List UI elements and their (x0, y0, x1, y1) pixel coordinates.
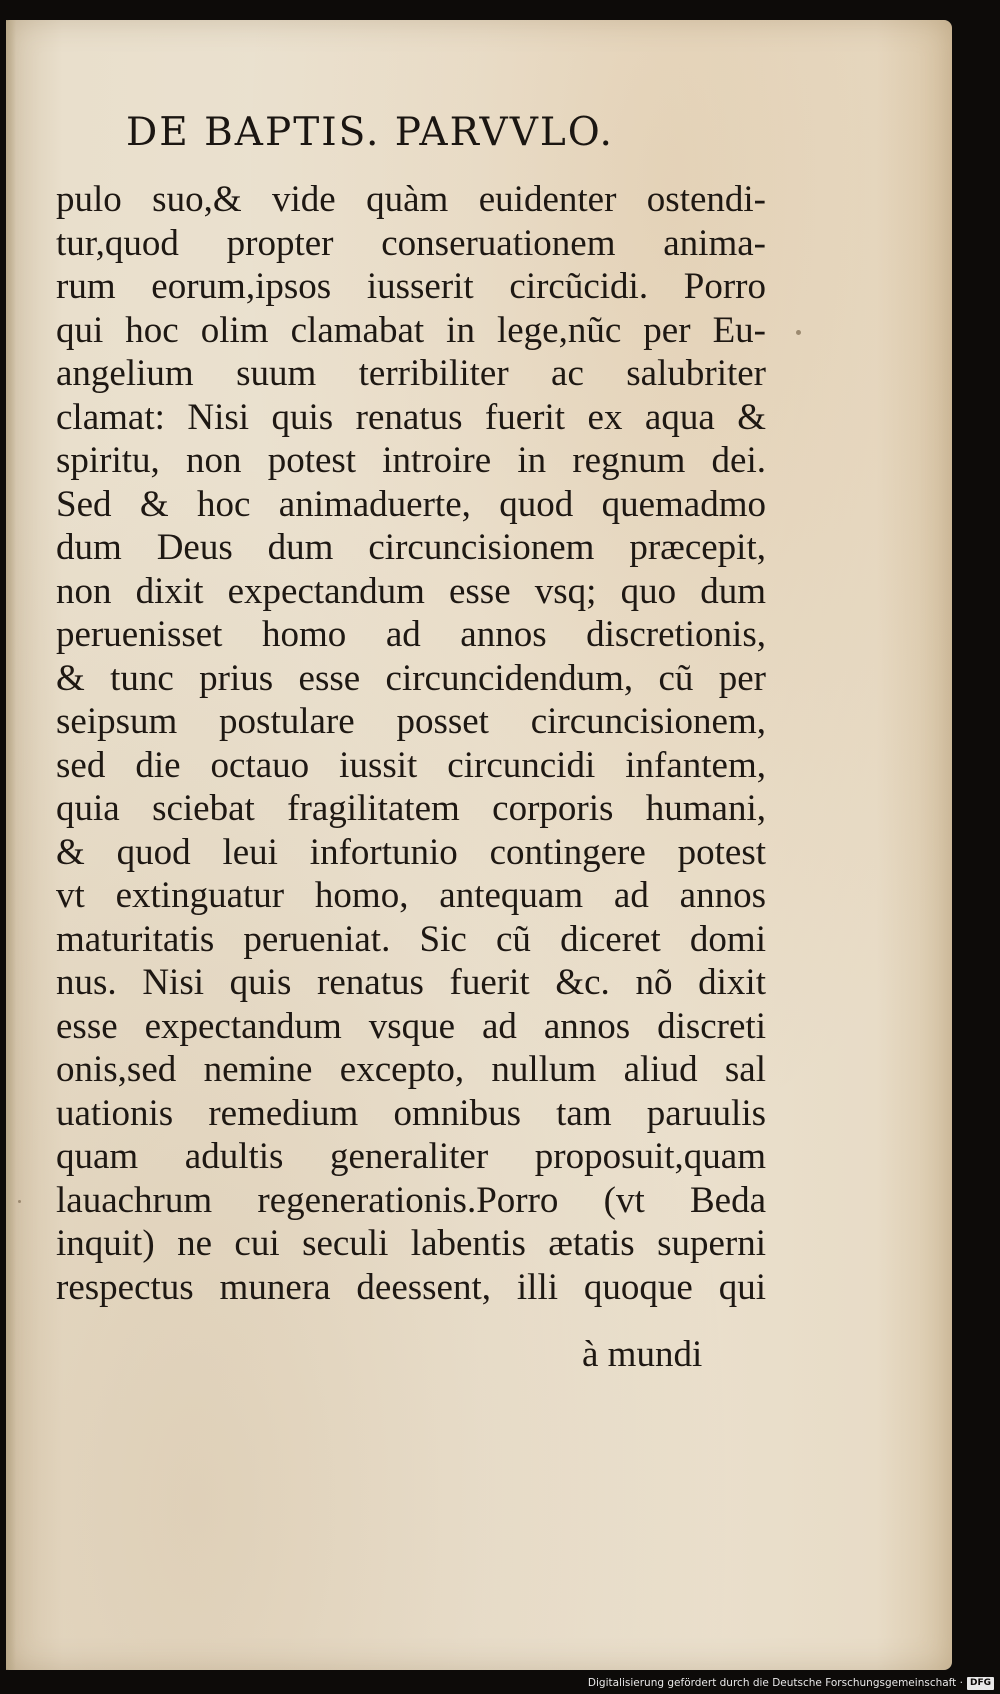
book-page (6, 20, 952, 1670)
text-line: lauachrum regenerationis.Porro (vt Beda (56, 1179, 766, 1221)
text-line: quam adultis generaliter proposuit,quam (56, 1136, 766, 1177)
text-line: tur,quod propter conseruationem anima- (56, 222, 766, 264)
text-line: rum eorum,ipsos iusserit circũcidi. Porro (56, 266, 766, 307)
running-header: DE BAPTIS. PARVVLO. (126, 110, 614, 155)
catchword: à mundi (582, 1334, 703, 1375)
text-line: qui hoc olim clamabat in lege,nũc per Eu- (56, 309, 766, 351)
body-text (56, 178, 766, 1309)
text-line: quia sciebat fragilitatem corporis humani, (56, 788, 766, 829)
text-line: Sed & hoc animaduerte, quod quemadmo (56, 483, 766, 525)
text-line: respectus munera deessent, illi quoque qui (56, 1266, 766, 1308)
text-line: & tunc prius esse circuncidendum, cũ per (56, 657, 766, 699)
text-line: dum Deus dum circuncisionem præcepit, (56, 527, 766, 568)
text-line: pulo suo,& vide quàm euidenter ostendi- (56, 179, 766, 220)
text-line: angelium suum terribiliter ac salubriter (56, 353, 766, 394)
paper-fleck (796, 330, 801, 335)
text-line: esse expectandum vsque ad annos discreti (56, 1005, 766, 1047)
text-line: & quod leui infortunio contingere potest (56, 831, 766, 873)
paper-fleck (18, 1200, 21, 1203)
dfg-logo: DFG (967, 1677, 994, 1690)
text-line: clamat: Nisi quis renatus fuerit ex aqua & (56, 396, 766, 438)
text-line: onis,sed nemine excepto, nullum aliud sal (56, 1049, 766, 1090)
text-line: inquit) ne cui seculi labentis ætatis superni (56, 1223, 766, 1264)
text-line: maturitatis perueniat. Sic cũ diceret domi (56, 918, 766, 960)
text-line: nus. Nisi quis renatus fuerit &c. nõ dixit (56, 962, 766, 1003)
text-line: spiritu, non potest introire in regnum dei. (56, 440, 766, 481)
text-line: non dixit expectandum esse vsq; quo dum (56, 570, 766, 612)
funding-credit: Digitalisierung gefördert durch die Deutsche Forschungsgemeinschaft · (587, 1677, 963, 1689)
text-line: uationis remedium omnibus tam paruulis (56, 1092, 766, 1134)
text-line: seipsum postulare posset circuncisionem, (56, 701, 766, 742)
text-line: vt extinguatur homo, antequam ad annos (56, 875, 766, 916)
text-line: peruenisset homo ad annos discretionis, (56, 614, 766, 655)
text-line: sed die octauo iussit circuncidi infantem, (56, 744, 766, 786)
digitization-footer (588, 1674, 994, 1692)
page-gutter-shadow (6, 20, 16, 1670)
